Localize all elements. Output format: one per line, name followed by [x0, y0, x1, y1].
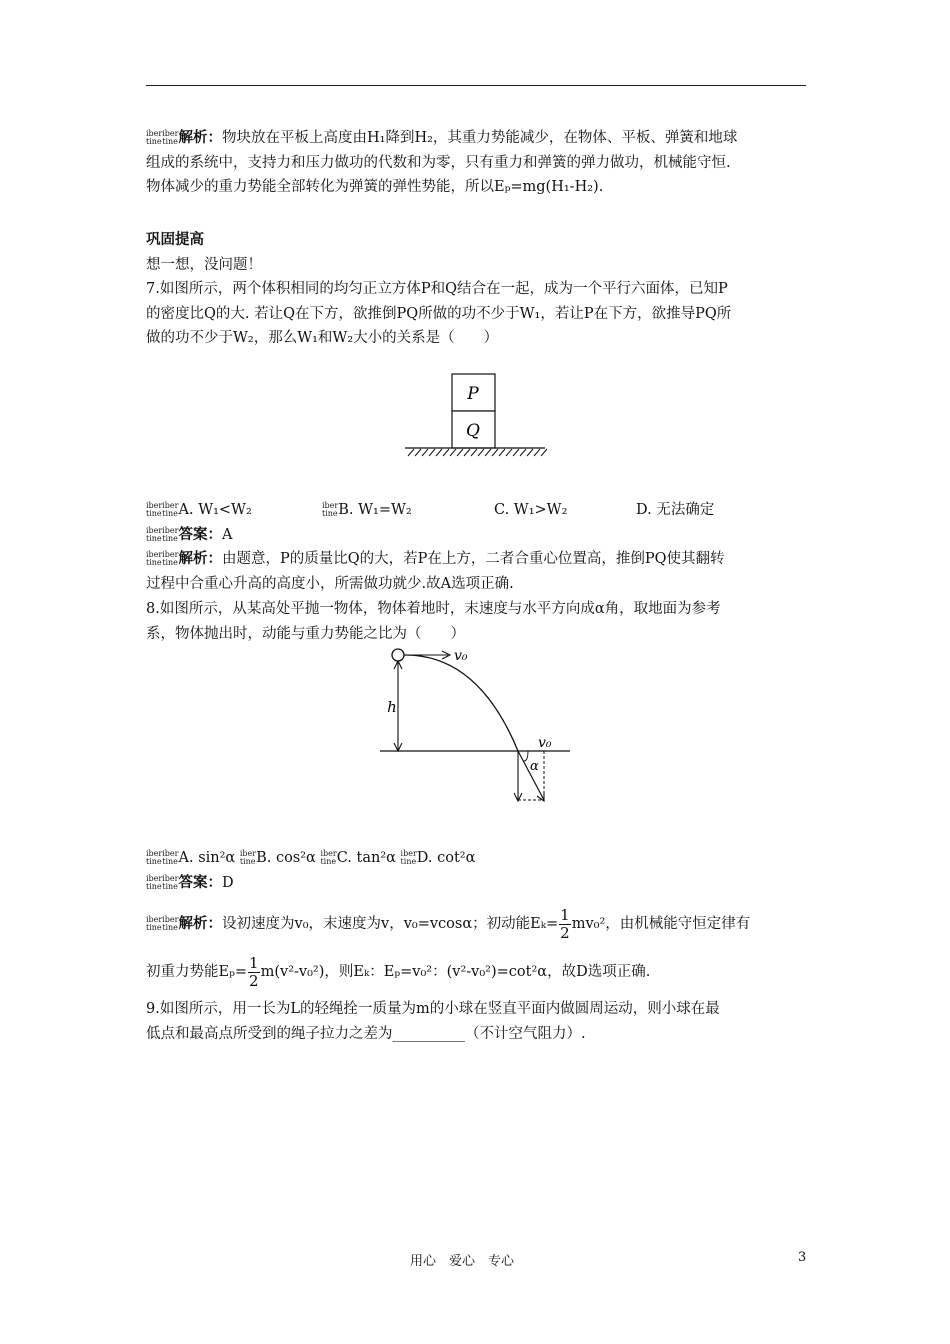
fraction-one-half: $\frac{1}{2}$ — [560, 905, 570, 942]
hatch-stroke — [422, 449, 428, 456]
analysis-label: 解析： — [178, 915, 222, 932]
q6-analysis — [146, 126, 808, 200]
hatch-stroke — [478, 449, 484, 456]
question-text: 系，物体抛出时，动能与重力势能之比为（ ） — [146, 625, 465, 642]
question-text: 7.如图所示，两个体积相同的均匀正立方体P和Q结合在一起，成为一个平行六面体，已知P — [146, 281, 728, 297]
v0-top-label: v₀ — [454, 648, 468, 664]
hatch-stroke — [499, 449, 505, 456]
question-text: 8.如图所示，从某高处平抛一物体，物体着地时，末速度与水平方向成α角，取地面为参考 — [146, 601, 721, 617]
hatch-stroke — [443, 449, 449, 456]
marker-glyph: iber tine — [162, 525, 179, 543]
cube-q-label: Q — [466, 421, 480, 441]
alpha-label: α — [530, 759, 539, 774]
option-a: A. sin²α — [178, 850, 236, 866]
hatch-stroke — [457, 449, 463, 456]
h-label: h — [387, 698, 397, 716]
page-footer: 用心 爱心 专心 — [410, 1254, 515, 1269]
question-9 — [146, 997, 808, 1046]
marker-glyph: iber tine — [146, 849, 163, 866]
option-d: D. cot²α — [416, 850, 476, 866]
analysis-text: 物块放在平板上高度由H₁降到H₂，其重力势能减少，在物体、平板、弹簧和地球 — [222, 130, 738, 146]
option-c: C. W₁>W₂ — [494, 502, 568, 518]
marker-glyph: iber tine — [162, 550, 179, 567]
answer-label: 答案： — [178, 525, 222, 543]
cube-p-label: P — [467, 384, 479, 404]
marker-glyph: iber tine — [239, 849, 257, 866]
question-text: 的密度比Q的大. 若让Q在下方，欲推倒PQ所做的功不少于W₁，若让P在下方，欲推导PQ所 — [146, 305, 732, 322]
q8-options — [146, 846, 808, 895]
analysis-text: 初重力势能Eₚ= — [146, 964, 248, 980]
analysis-text: 由题意，P的质量比Q的大，若P在上方，二者合重心位置高，推倒PQ使其翻转 — [222, 551, 725, 567]
option-a: A. W₁<W₂ — [178, 502, 252, 518]
marker-glyph: iber tine — [146, 550, 163, 567]
alpha-arc — [523, 751, 528, 761]
marker-glyph: iber tine — [162, 873, 179, 891]
analysis-text: m(v²-v₀²)，则Eₖ：Eₚ=v₀²：(v²-v₀²)=cot²α，故D选项正确. — [260, 964, 651, 980]
hatch-stroke — [485, 449, 491, 456]
hatch-stroke — [534, 449, 540, 456]
marker-glyph: iber tine — [146, 915, 163, 932]
trajectory — [404, 655, 518, 751]
question-8 — [146, 597, 808, 646]
answer-value: D — [222, 874, 234, 891]
projectile-figure — [378, 644, 573, 806]
hatch-stroke — [513, 449, 519, 456]
v0-ground-label: v₀ — [538, 735, 552, 751]
hatch-stroke — [471, 449, 477, 456]
header-rule — [146, 85, 806, 86]
hatch-stroke — [464, 449, 470, 456]
option-b: B. W₁=W₂ — [338, 502, 412, 518]
marker-glyph: iber tine — [322, 501, 339, 518]
question-text: 9.如图所示，用一长为L的轻绳拴一质量为m的小球在竖直平面内做圆周运动，则小球在最 — [146, 1001, 720, 1017]
marker-glyph: iber tine — [146, 525, 163, 543]
option-b: B. cos²α — [256, 850, 316, 866]
hatch-stroke — [541, 449, 547, 456]
hatch-stroke — [527, 449, 533, 456]
answer-label: 答案： — [178, 873, 222, 891]
option-d: D. 无法确定 — [636, 502, 715, 518]
question-text: 做的功不少于W₂，那么W₁和W₂大小的关系是（ ） — [146, 330, 499, 346]
analysis-text: 组成的系统中，支持力和压力做功的代数和为零，只有重力和弹簧的弹力做功，机械能守恒. — [146, 154, 731, 171]
answer-value: A — [222, 526, 233, 543]
analysis-label: 解析： — [178, 129, 222, 146]
hatch-stroke — [492, 449, 498, 456]
ground-hatch — [408, 449, 547, 456]
analysis-text: 过程中合重心升高的高度小，所需做功就少.故A选项正确. — [146, 575, 514, 592]
section-heading — [146, 228, 808, 277]
marker-glyph: iber tine — [146, 129, 163, 146]
marker-glyph: iber tine — [162, 501, 179, 518]
analysis-text: 设初速度为v₀，末速度为v，v₀=vcosα；初动能Eₖ= — [222, 916, 559, 932]
analysis-text: mv₀²，由机械能守恒定律有 — [571, 916, 751, 932]
option-c: C. tan²α — [336, 850, 396, 866]
analysis-label: 解析： — [178, 550, 222, 567]
hatch-stroke — [506, 449, 512, 456]
q8-analysis — [146, 900, 808, 996]
cube-figure — [400, 370, 555, 465]
hatch-stroke — [415, 449, 421, 456]
hatch-stroke — [436, 449, 442, 456]
marker-glyph: iber tine — [162, 129, 179, 146]
marker-glyph: iber tine — [146, 501, 163, 518]
question-7 — [146, 277, 808, 351]
section-title: 巩固提高 — [146, 231, 204, 248]
hatch-stroke — [450, 449, 456, 456]
analysis-text: 物体减少的重力势能全部转化为弹簧的弹性势能，所以Eₚ=mg(H₁-H₂). — [146, 179, 604, 195]
hatch-stroke — [520, 449, 526, 456]
page-number: 3 — [798, 1250, 807, 1265]
hatch-stroke — [408, 449, 414, 456]
marker-glyph: iber tine — [162, 849, 179, 866]
marker-glyph: iber tine — [162, 915, 179, 932]
fraction-one-half: $\frac{1}{2}$ — [249, 953, 259, 990]
hatch-stroke — [429, 449, 435, 456]
marker-glyph: iber tine — [146, 873, 163, 891]
question-text: 低点和最高点所受到的绳子拉力之差为__________（不计空气阻力）. — [146, 1025, 586, 1042]
section-subtitle: 想一想，没问题！ — [146, 256, 262, 273]
marker-glyph: iber tine — [400, 849, 417, 866]
ball — [392, 649, 404, 661]
q7-options — [146, 498, 808, 596]
marker-glyph: iber tine — [320, 849, 337, 866]
